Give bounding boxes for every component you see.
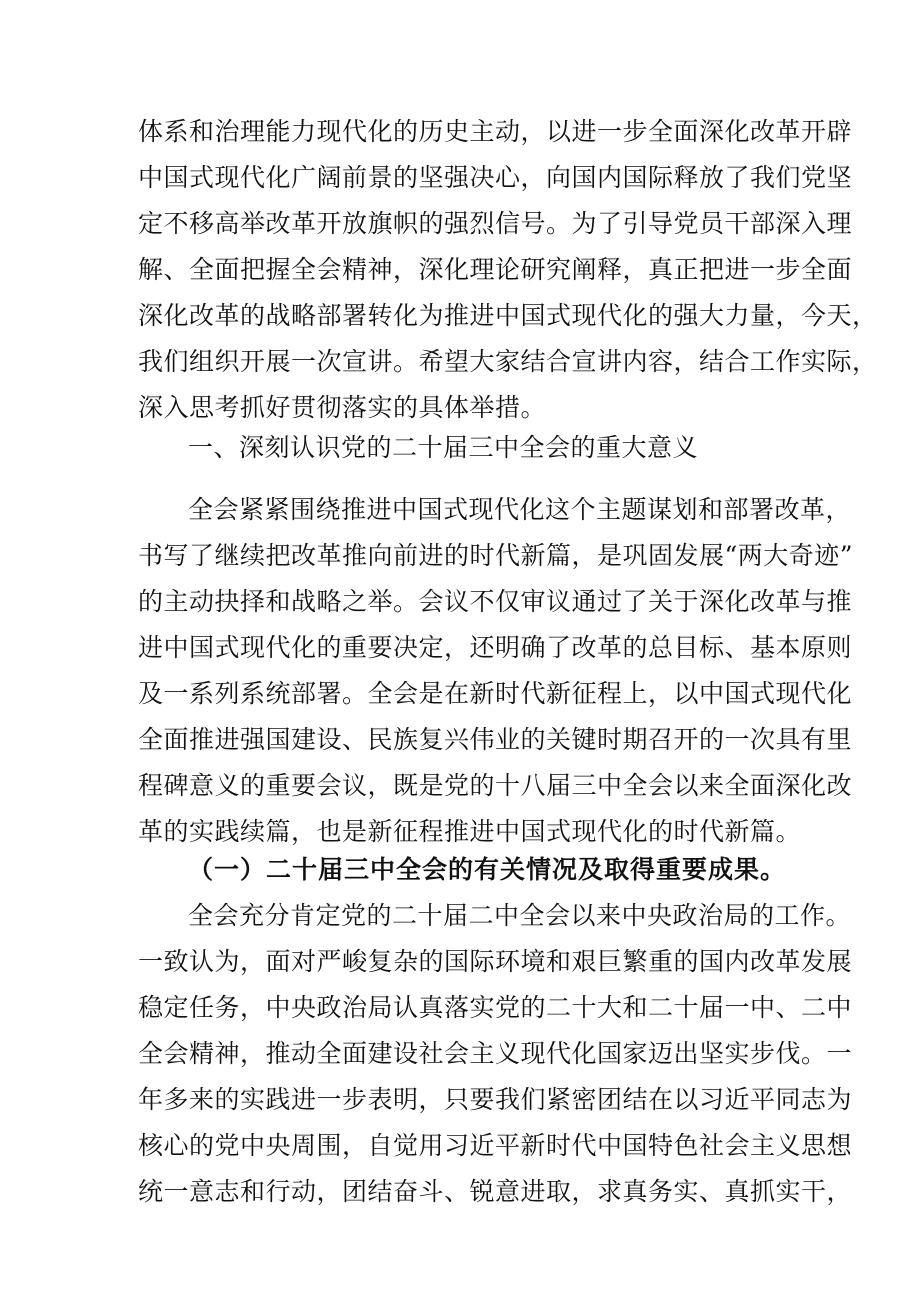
paragraph1-line: 深化改革的战略部署转化为推进中国式现代化的强大力量，今天，	[138, 301, 878, 330]
paragraph1-line: 体系和治理能力现代化的历史主动，以进一步全面深化改革开辟	[138, 117, 853, 146]
paragraph1-line: 深入思考抓好贯彻落实的具体举措。	[138, 393, 547, 422]
paragraph2-line: 进中国式现代化的重要决定，还明确了改革的总目标、基本原则	[138, 633, 853, 662]
paragraph3-line: 稳定任务，中央政治局认真落实党的二十大和二十届一中、二中	[138, 993, 853, 1022]
paragraph2-line: 全面推进强国建设、民族复兴伟业的关键时期召开的一次具有里	[138, 725, 853, 754]
paragraph2-line: 书写了继续把改革推向前进的时代新篇，是巩固发展“两大奇迹”	[138, 541, 854, 570]
paragraph3-line: 核心的党中央周围，自觉用习近平新时代中国特色社会主义思想	[138, 1131, 853, 1160]
paragraph1-line: 定不移高举改革开放旗帜的强烈信号。为了引导党员干部深入理	[138, 209, 853, 238]
paragraph3-line: 全会精神，推动全面建设社会主义现代化国家迈出坚实步伐。一	[138, 1039, 853, 1068]
paragraph1-line: 中国式现代化广阔前景的坚强决心，向国内国际释放了我们党坚	[138, 163, 853, 192]
paragraph2-line: 全会紧紧围绕推进中国式现代化这个主题谋划和部署改革，	[188, 495, 852, 524]
paragraph1-line: 我们组织开展一次宣讲。希望大家结合宣讲内容，结合工作实际，	[138, 347, 878, 376]
paragraph3-line: 年多来的实践进一步表明，只要我们紧密团结在以习近平同志为	[138, 1085, 853, 1114]
paragraph1-line: 解、全面把握全会精神，深化理论研究阐释，真正把进一步全面	[138, 255, 853, 284]
paragraph3-line: 一致认为，面对严峻复杂的国际环境和艰巨繁重的国内改革发展	[138, 947, 853, 976]
subsection-heading: （一）二十届三中全会的有关情况及取得重要成果。	[188, 855, 787, 884]
paragraph2-line: 革的实践续篇，也是新征程推进中国式现代化的时代新篇。	[138, 817, 802, 846]
paragraph2-line: 及一系列系统部署。全会是在新时代新征程上，以中国式现代化	[138, 679, 853, 708]
paragraph3-line: 统一意志和行动，团结奋斗、锐意进取，求真务实、真抓实干，	[138, 1177, 853, 1206]
paragraph2-line: 的主动抉择和战略之举。会议不仅审议通过了关于深化改革与推	[138, 587, 853, 616]
section-heading: 一、深刻认识党的二十届三中全会的重大意义	[188, 433, 699, 462]
paragraph3-line: 全会充分肯定党的二十届二中全会以来中央政治局的工作。	[188, 901, 852, 930]
paragraph2-line: 程碑意义的重要会议，既是党的十八届三中全会以来全面深化改	[138, 771, 853, 800]
